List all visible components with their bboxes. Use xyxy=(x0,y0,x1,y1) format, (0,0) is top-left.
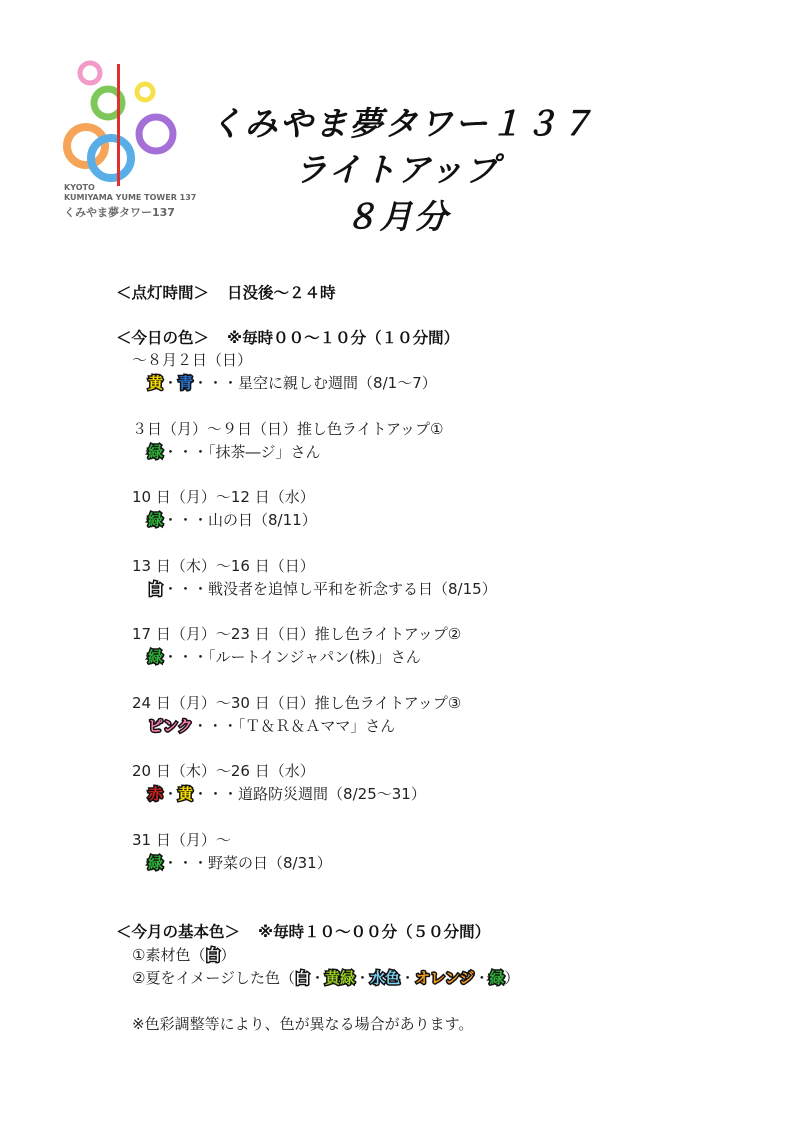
today-color-note: ※毎時００～１０分（１０分間） xyxy=(227,329,460,347)
separator: ・ xyxy=(474,969,490,987)
schedule-date: 31 日（月）～ xyxy=(132,830,231,849)
monthly-item-1-prefix: ①素材色（ xyxy=(132,946,206,964)
color-white: 白 xyxy=(205,946,221,964)
schedule-description: ・・・「抹茶―ジ」さん xyxy=(163,442,321,461)
color-label: 黄 xyxy=(148,374,164,392)
schedule-date: ３日（月）～９日（日）推し色ライトアップ① xyxy=(132,419,444,438)
lighting-time-value: 日没後～２４時 xyxy=(227,284,336,302)
schedule-color-row xyxy=(148,372,437,393)
color-white: 白 xyxy=(295,969,311,987)
schedule-description: ・・・山の日（8/11） xyxy=(163,511,317,529)
schedule-date: 10 日（月）～12 日（水） xyxy=(132,488,315,506)
schedule-description: ・・・野菜の日（8/31） xyxy=(163,853,332,872)
color-yellow-green: 黄緑 xyxy=(325,969,356,987)
schedule-date: 20 日（木）～26 日（水） xyxy=(132,762,315,780)
lighting-time-label: ＜点灯時間＞ xyxy=(116,284,210,302)
color-label: 緑 xyxy=(148,853,164,872)
color-label: 緑 xyxy=(148,442,164,461)
schedule-color-row xyxy=(148,441,321,462)
today-color-heading xyxy=(116,326,459,348)
monthly-item-2 xyxy=(132,967,519,988)
schedule-color-row xyxy=(148,578,497,599)
monthly-item-2-prefix: ②夏をイメージした色（ xyxy=(132,969,295,987)
separator: ・ xyxy=(163,785,179,803)
separator: ・ xyxy=(310,969,326,987)
schedule-description: ・・・「Ｔ＆Ｒ＆Ａママ」さん xyxy=(192,716,396,735)
schedule-description: ・・・星空に親しむ週間（8/1～7） xyxy=(193,374,437,392)
schedule-description: ・・・「ルートインジャパン(株)」さん xyxy=(163,648,421,666)
schedule-description: ・・・戦没者を追悼し平和を祈念する日（8/15） xyxy=(163,579,497,598)
color-label: 緑 xyxy=(148,511,164,529)
title-line-1: くみやま夢タワー１３７ xyxy=(209,104,595,143)
schedule-color-row xyxy=(148,509,317,530)
schedule-date: 17 日（月）～23 日（日）推し色ライトアップ② xyxy=(132,625,462,643)
color-label: 黄 xyxy=(178,785,194,803)
schedule-color-row xyxy=(148,852,332,873)
color-label: 赤 xyxy=(148,785,164,803)
monthly-item-2-suffix: ） xyxy=(504,969,520,987)
schedule-color-row xyxy=(148,646,421,667)
logo-text-japanese: くみやま夢タワー137 xyxy=(64,206,175,219)
monthly-color-label: ＜今月の基本色＞ xyxy=(116,923,241,941)
monthly-item-1 xyxy=(132,944,235,965)
footnote: ※色彩調整等により、色が異なる場合があります。 xyxy=(132,1015,474,1033)
separator: ・ xyxy=(355,969,371,987)
color-label: 青 xyxy=(178,374,194,392)
schedule-date: 24 日（月）～30 日（日）推し色ライトアップ③ xyxy=(132,693,462,712)
schedule-date: ～８月２日（日） xyxy=(132,351,253,369)
logo-text-english: KUMIYAMA YUME TOWER 137 xyxy=(64,193,197,202)
separator: ・ xyxy=(163,374,179,392)
schedule-date: 13 日（木）～16 日（日） xyxy=(132,556,315,575)
monthly-color-heading xyxy=(116,920,490,942)
schedule-description: ・・・道路防災週間（8/25～31） xyxy=(193,785,426,803)
today-color-label: ＜今日の色＞ xyxy=(116,329,210,347)
schedule-color-row xyxy=(148,715,395,736)
color-label: 緑 xyxy=(148,648,164,666)
separator: ・ xyxy=(400,969,416,987)
color-orange: オレンジ xyxy=(415,969,475,987)
color-green: 緑 xyxy=(489,969,505,987)
schedule-color-row xyxy=(148,783,426,804)
title-line-2: ライトアップ xyxy=(294,150,500,189)
color-label: 白 xyxy=(148,579,164,598)
lighting-time-row xyxy=(116,281,336,303)
title-line-3: ８月分 xyxy=(344,197,450,236)
logo-text-kyoto: KYOTO xyxy=(64,183,95,192)
monthly-item-1-suffix: ） xyxy=(220,946,236,964)
color-label: ピンク xyxy=(148,716,193,735)
monthly-color-note: ※毎時１０～００分（５０分間） xyxy=(258,923,491,941)
color-light-blue: 水色 xyxy=(370,969,401,987)
